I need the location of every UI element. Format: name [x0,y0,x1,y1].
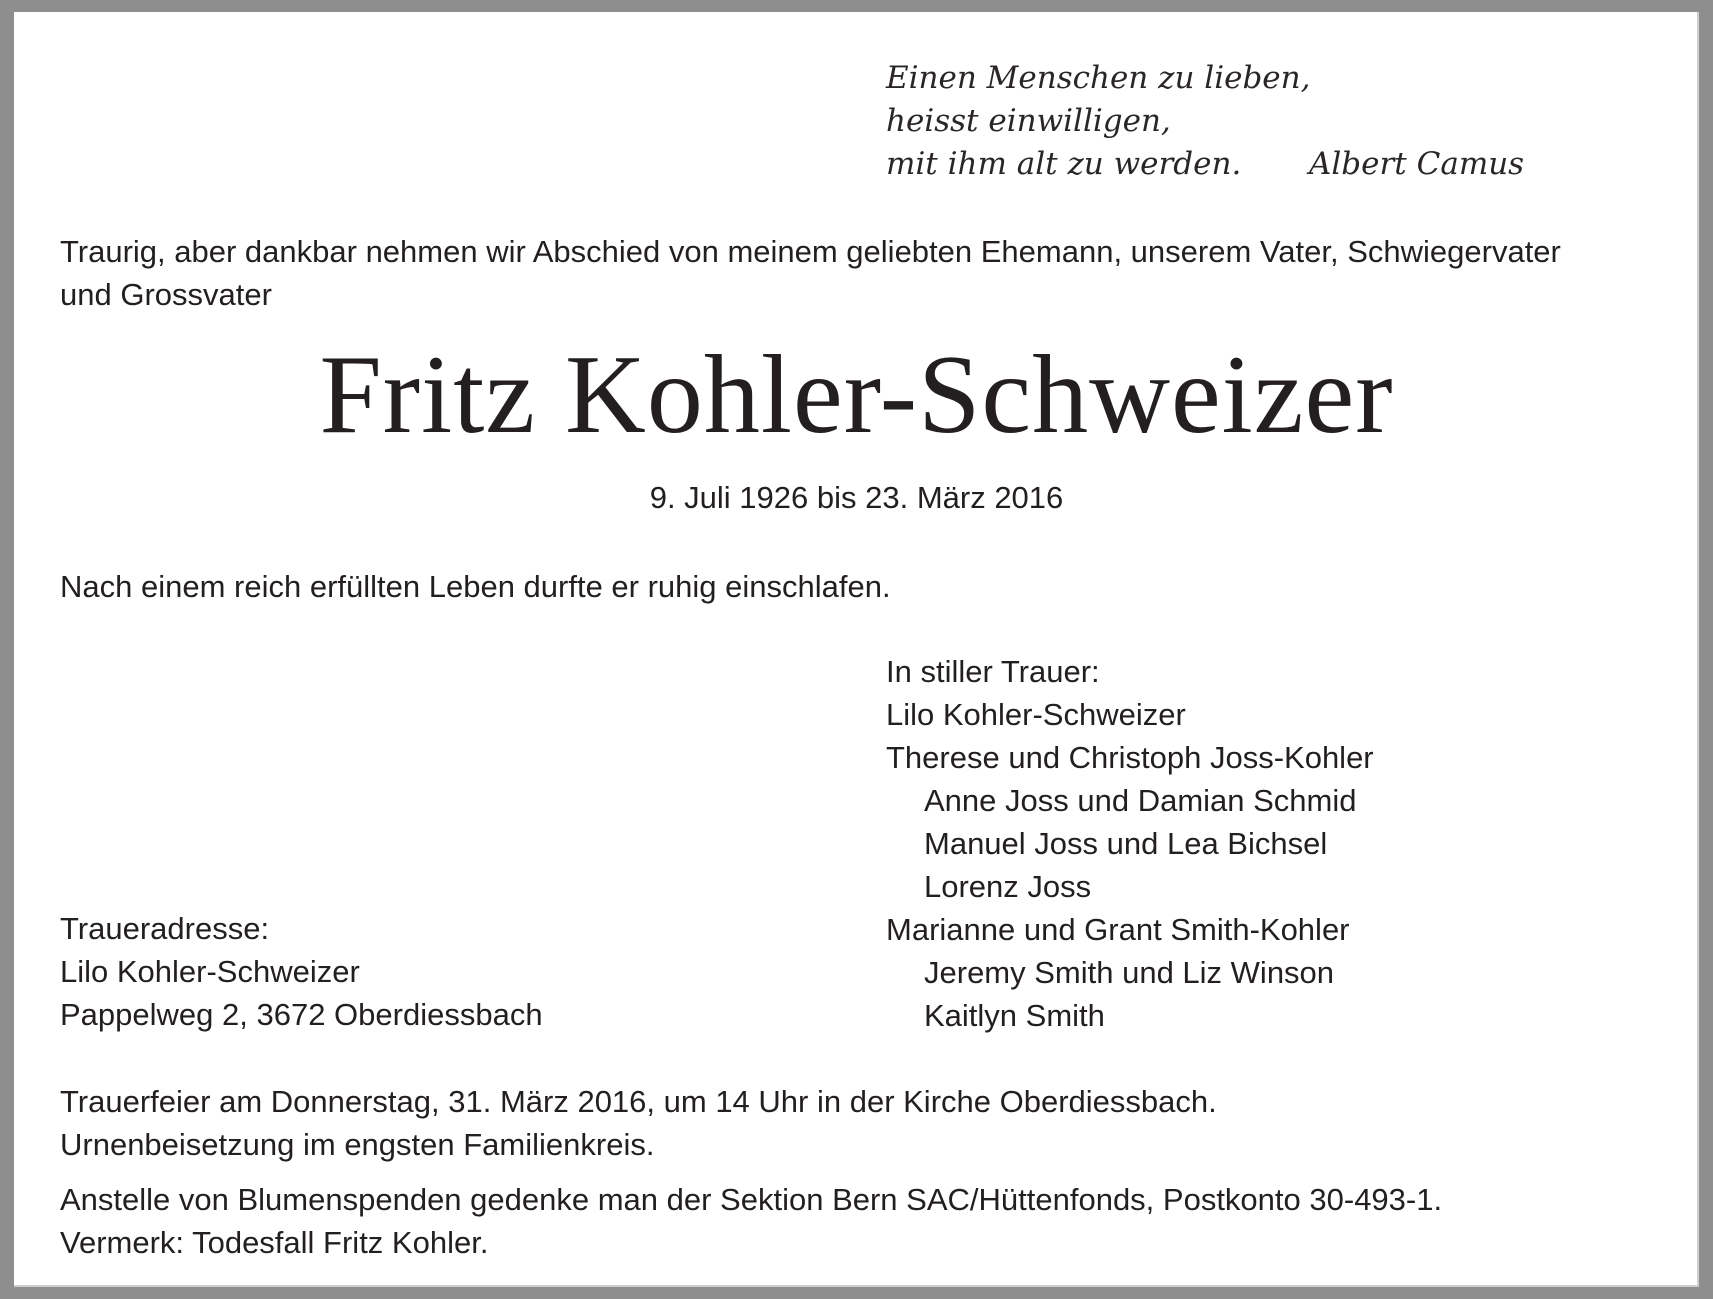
mourners-heading: In stiller Trauer: [886,654,1100,689]
mourner-entry: Marianne und Grant Smith-Kohler [886,912,1350,947]
mourner-entry: Lilo Kohler-Schweizer [886,697,1186,732]
donation-line-2: Vermerk: Todesfall Fritz Kohler. [60,1225,489,1260]
mourner-entry: Therese und Christoph Joss-Kohler [886,740,1374,775]
address-street: Pappelweg 2, 3672 Oberdiessbach [60,997,543,1032]
quote-line-2: heisst einwilligen, [886,103,1171,139]
mourner-entry: Lorenz Joss [924,869,1092,904]
peace-statement: Nach einem reich erfüllten Leben durfte er ruhig einschlafen. [60,569,891,604]
ceremony-line-1: Trauerfeier am Donnerstag, 31. März 2016, um 14 Uhr in der Kirche Oberdiessbach. [60,1084,1217,1119]
epigraph-quote [886,57,1310,186]
ceremony-line-2: Urnenbeisetzung im engsten Familienkreis. [60,1127,655,1162]
mourner-entry: Jeremy Smith und Liz Winson [924,955,1335,990]
quote-author: Albert Camus [1309,146,1525,182]
ceremony-info [60,1080,1217,1166]
deceased-name: Fritz Kohler-Schweizer [319,333,1394,457]
address-heading: Traueradresse: [60,911,270,946]
intro-text [60,230,1680,316]
mourner-entry: Manuel Joss und Lea Bichsel [924,826,1328,861]
intro-line-2: und Grossvater [60,277,272,312]
quote-line-3: mit ihm alt zu werden. [886,146,1242,182]
address-name: Lilo Kohler-Schweizer [60,954,360,989]
donation-info [60,1178,1442,1264]
mourning-address [60,907,543,1036]
mourner-entry: Anne Joss und Damian Schmid [924,783,1357,818]
intro-line-1: Traurig, aber dankbar nehmen wir Abschied von meinem geliebten Ehemann, unserem Vater, Schwiegervater [60,234,1561,269]
mourners-list [886,650,1374,1037]
life-dates: 9. Juli 1926 bis 23. März 2016 [649,480,1064,515]
quote-line-1: Einen Menschen zu lieben, [886,60,1311,96]
mourner-entry: Kaitlyn Smith [924,998,1105,1033]
donation-line-1: Anstelle von Blumenspenden gedenke man der Sektion Bern SAC/Hüttenfonds, Postkonto 30-493-1. [60,1182,1443,1217]
